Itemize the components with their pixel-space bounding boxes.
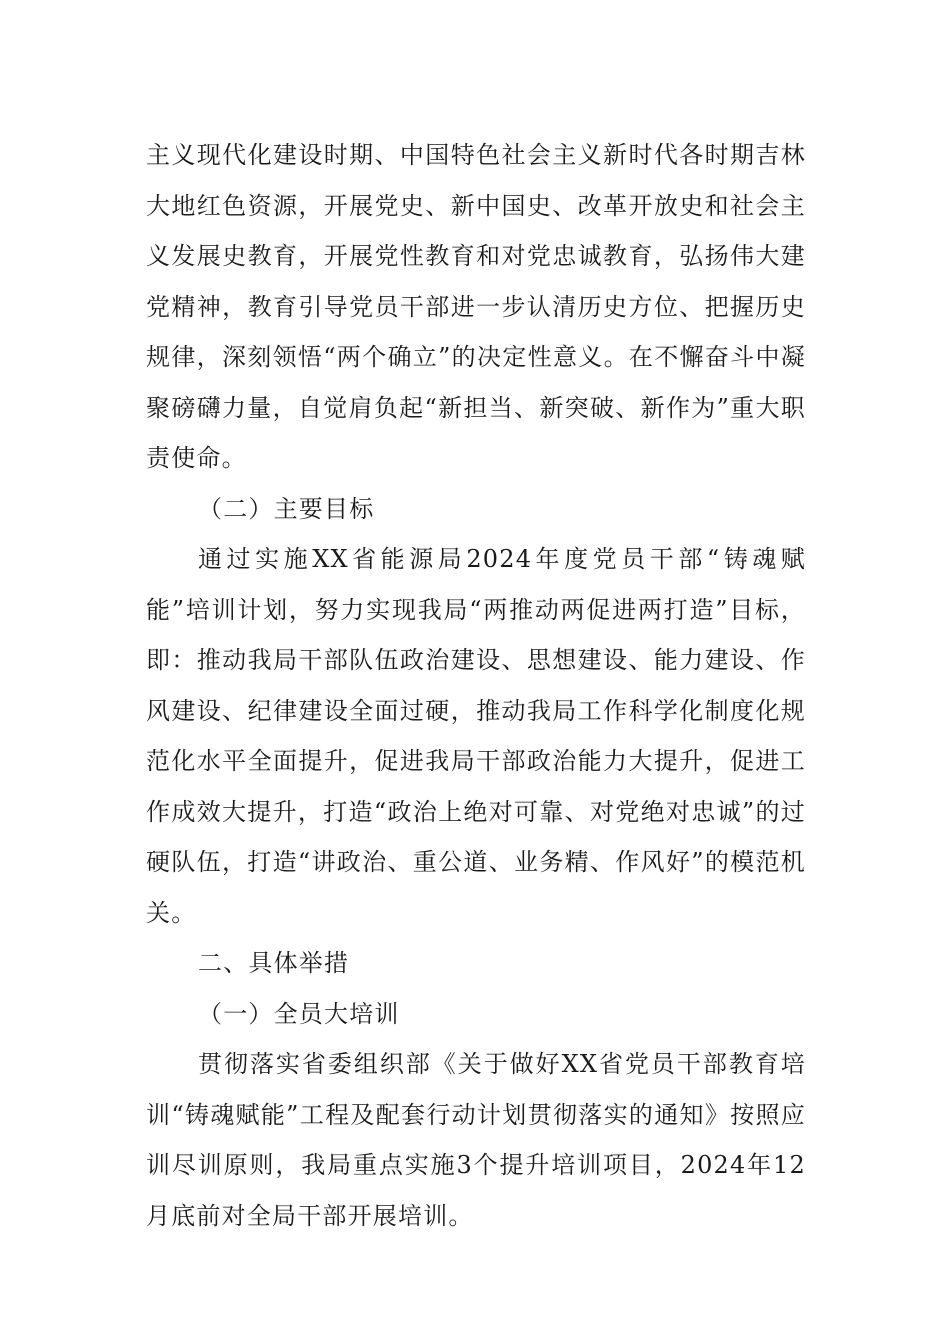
- paragraph-main-goals: 通过实施XX省能源局2024年度党员干部“铸魂赋能”培训计划，努力实现我局“两推动两促进两打造”目标，即：推动我局干部队伍政治建设、思想建设、能力建设、作风建设、纪律建设全面过硬，推动我局工作科学化制度化规范化水平全面提升，促进我局干部政治能力大提升，促进工作成效大提升，打造“政治上绝对可靠、对党绝对忠诚”的过硬队伍，打造“讲政治、重公道、业务精、作风好”的模范机关。: [146, 545, 806, 927]
- section-heading-main-goals: （二）主要目标: [198, 494, 375, 523]
- section-heading-specific-measures: 二、具体举措: [198, 949, 350, 977]
- paragraph-all-staff-training: 贯彻落实省委组织部《关于做好XX省党员干部教育培训“铸魂赋能”工程及配套行动计划贯彻落实的通知》按照应训尽训原则，我局重点实施3个提升培训项目，2024年12月底前对全局干部开展培训。: [146, 1050, 806, 1230]
- document-body: [146, 130, 806, 1241]
- paragraph-red-resources-education: 主义现代化建设时期、中国特色社会主义新时代各时期吉林大地红色资源，开展党史、新中国史、改革开放史和社会主义发展史教育，开展党性教育和对党忠诚教育，弘扬伟大建党精神，教育引导党员干部进一步认清历史方位、把握历史规律，深刻领悟“两个确立”的决定性意义。在不懈奋斗中凝聚磅礴力量，自觉肩负起“新担当、新突破、新作为”重大职责使命。: [146, 141, 806, 472]
- section-heading-all-staff-training: （一）全员大培训: [198, 999, 400, 1028]
